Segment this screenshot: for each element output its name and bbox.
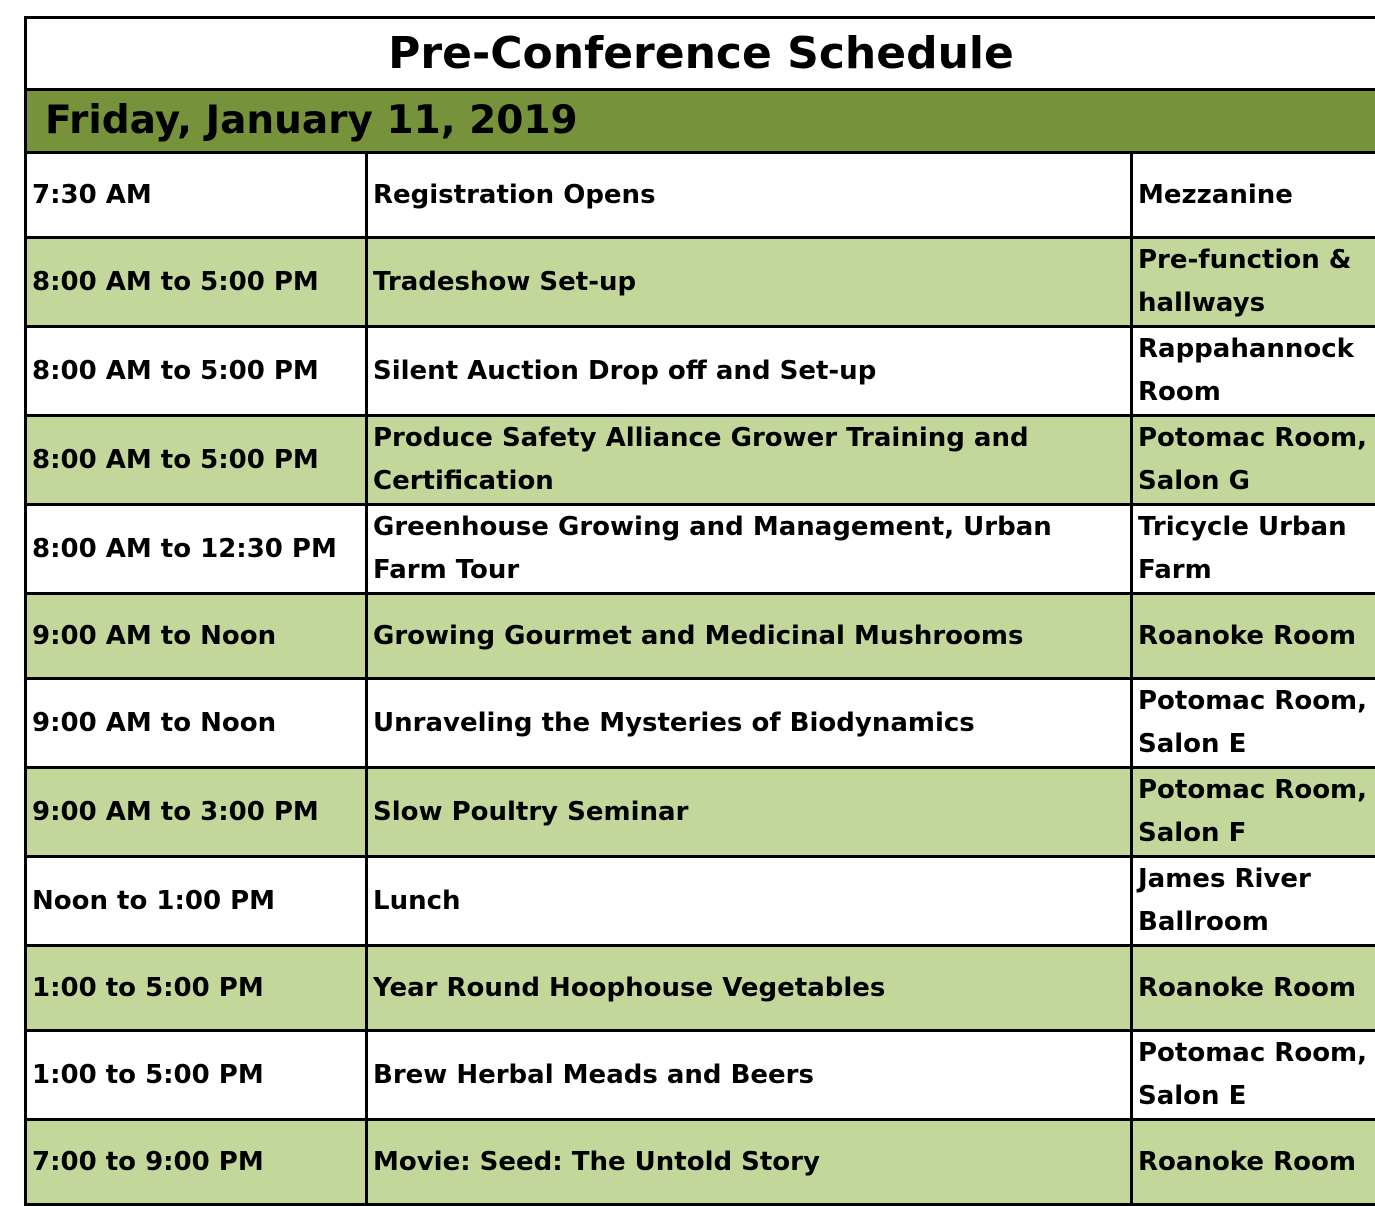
time-cell: 8:00 AM to 5:00 PM <box>26 327 367 416</box>
event-cell: Lunch <box>367 857 1132 946</box>
location-cell: Potomac Room, Salon E <box>1132 1031 1375 1120</box>
location-cell: Rappahannock Room <box>1132 327 1375 416</box>
time-cell: 9:00 AM to Noon <box>26 679 367 768</box>
time-cell: Noon to 1:00 PM <box>26 857 367 946</box>
event-cell: Brew Herbal Meads and Beers <box>367 1031 1132 1120</box>
event-cell: Movie: Seed: The Untold Story <box>367 1120 1132 1205</box>
table-row <box>26 594 1375 679</box>
location-cell: Potomac Room, Salon F <box>1132 768 1375 857</box>
location-cell: Potomac Room, Salon G <box>1132 416 1375 505</box>
schedule-table <box>24 16 1375 1206</box>
event-cell: Slow Poultry Seminar <box>367 768 1132 857</box>
time-cell: 1:00 to 5:00 PM <box>26 946 367 1031</box>
table-row <box>26 1120 1375 1205</box>
event-cell: Silent Auction Drop off and Set-up <box>367 327 1132 416</box>
table-row <box>26 768 1375 857</box>
location-cell: Roanoke Room <box>1132 946 1375 1031</box>
table-row <box>26 153 1375 238</box>
event-cell: Produce Safety Alliance Grower Training and Certification <box>367 416 1132 505</box>
event-cell: Year Round Hoophouse Vegetables <box>367 946 1132 1031</box>
table-row <box>26 416 1375 505</box>
location-cell: Mezzanine <box>1132 153 1375 238</box>
location-cell: Roanoke Room <box>1132 594 1375 679</box>
table-row <box>26 327 1375 416</box>
location-cell: James River Ballroom <box>1132 857 1375 946</box>
location-cell: Roanoke Room <box>1132 1120 1375 1205</box>
table-row <box>26 238 1375 327</box>
event-cell: Greenhouse Growing and Management, Urban Farm Tour <box>367 505 1132 594</box>
location-cell: Tricycle Urban Farm <box>1132 505 1375 594</box>
time-cell: 1:00 to 5:00 PM <box>26 1031 367 1120</box>
location-cell: Potomac Room, Salon E <box>1132 679 1375 768</box>
time-cell: 9:00 AM to 3:00 PM <box>26 768 367 857</box>
table-row <box>26 946 1375 1031</box>
table-row <box>26 857 1375 946</box>
table-row <box>26 1031 1375 1120</box>
table-row <box>26 505 1375 594</box>
schedule-title: Pre-Conference Schedule <box>26 18 1375 90</box>
time-cell: 8:00 AM to 12:30 PM <box>26 505 367 594</box>
time-cell: 7:30 AM <box>26 153 367 238</box>
event-cell: Unraveling the Mysteries of Biodynamics <box>367 679 1132 768</box>
title-row <box>26 18 1375 90</box>
date-row <box>26 90 1375 153</box>
time-cell: 8:00 AM to 5:00 PM <box>26 238 367 327</box>
time-cell: 7:00 to 9:00 PM <box>26 1120 367 1205</box>
event-cell: Growing Gourmet and Medicinal Mushrooms <box>367 594 1132 679</box>
event-cell: Tradeshow Set-up <box>367 238 1132 327</box>
event-cell: Registration Opens <box>367 153 1132 238</box>
table-row <box>26 679 1375 768</box>
location-cell: Pre-function & hallways <box>1132 238 1375 327</box>
time-cell: 9:00 AM to Noon <box>26 594 367 679</box>
time-cell: 8:00 AM to 5:00 PM <box>26 416 367 505</box>
schedule-date: Friday, January 11, 2019 <box>26 90 1375 153</box>
